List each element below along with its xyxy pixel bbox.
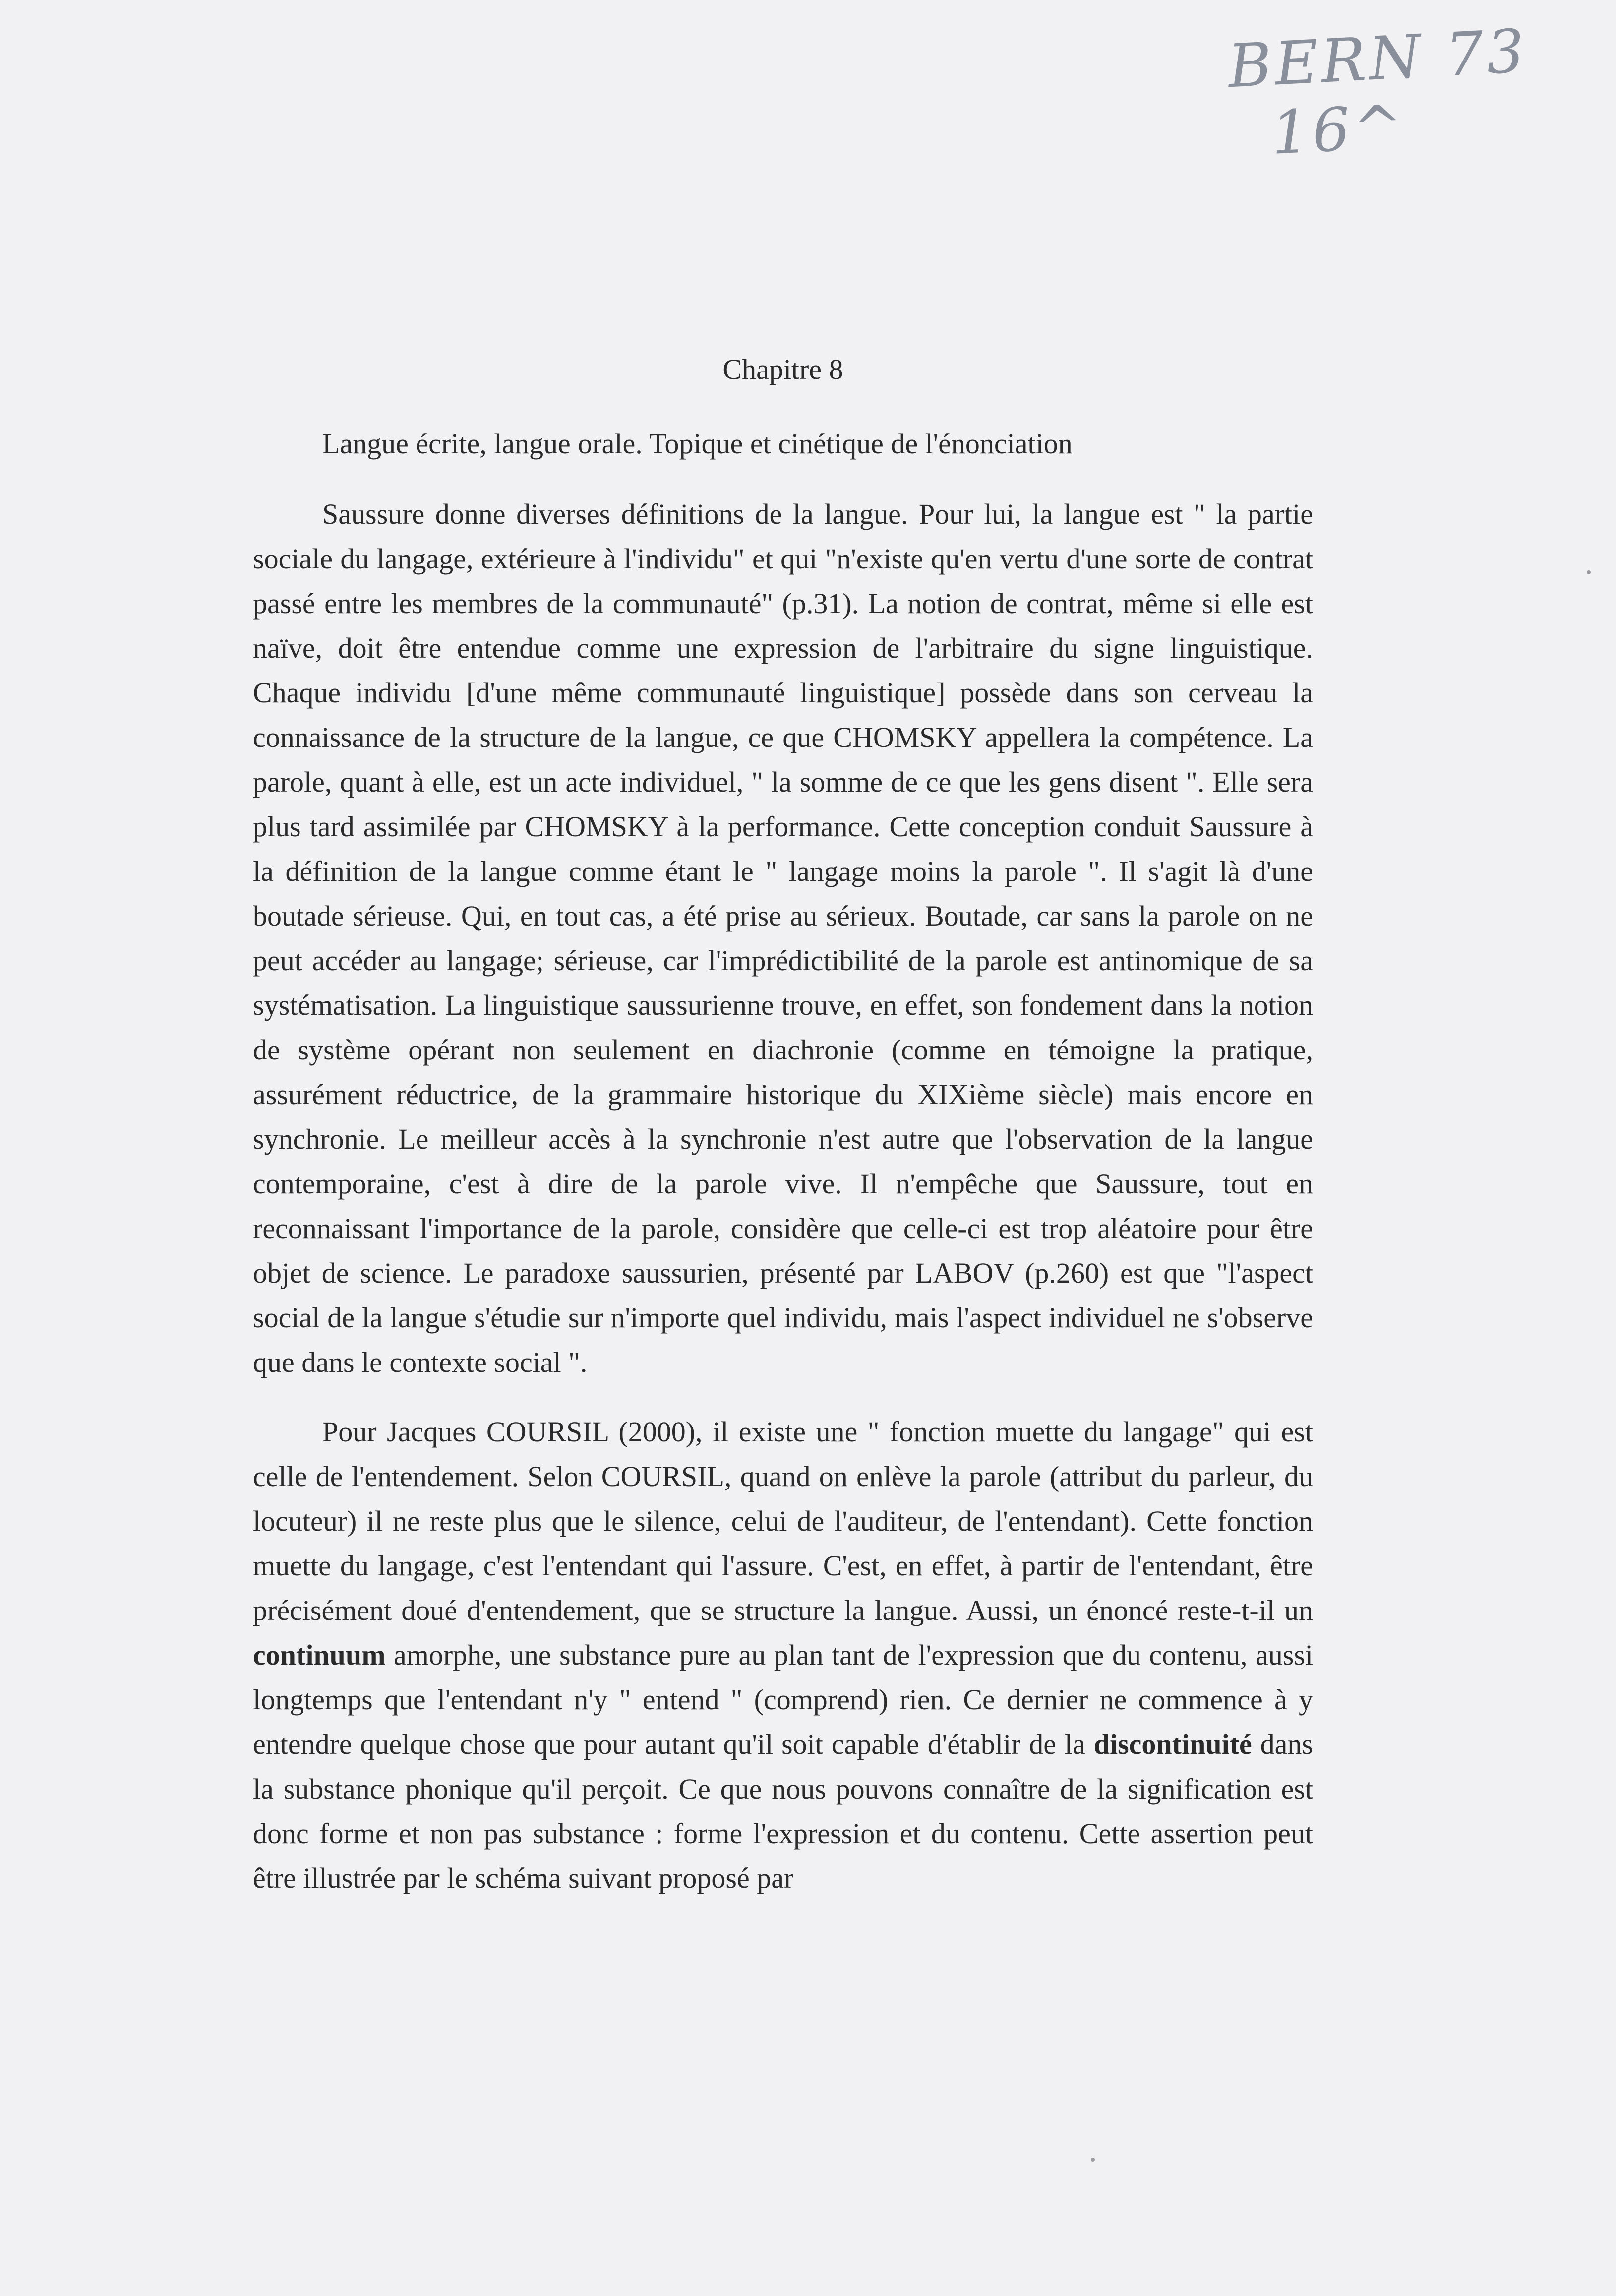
page-mark: 16^ xyxy=(1269,92,1408,169)
bold-term-discontinuite: discontinuité xyxy=(1093,1728,1252,1760)
scan-speck xyxy=(1587,570,1591,574)
document-body xyxy=(253,347,1313,1925)
archive-mark: BERN 73 xyxy=(1226,16,1529,102)
paragraph-2-text-c: dans la substance phonique qu'il perçoit. Ce que nous pouvons connaître de la signification est donc forme et non pas substance : forme l'expression et du contenu. Cette assertion peut être illustrée par le schéma suivant proposé par xyxy=(253,1728,1313,1894)
scan-speck xyxy=(1091,2158,1095,2162)
bold-term-continuum: continuum xyxy=(253,1639,386,1671)
paragraph-2-text-a: Pour Jacques COURSIL (2000), il existe une " fonction muette du langage" qui est celle de l'entendement. Selon COURSIL, quand on enlève la parole (attribut du parleur, du locuteur) il ne reste plus que le silence, celui de l'auditeur, de l'entendant). Cette fonction muette du langage, c'est l'entendant qui l'assure. C'est, en effet, à partir de l'entendant, être précisément doué d'entendement, que se structure la langue. Aussi, un énoncé reste-t-il un xyxy=(253,1416,1313,1626)
paragraph-2-text-b: amorphe, une substance pure au plan tant de l'expression que du contenu, aussi longtemps que l'entendant n'y " entend " (comprend) rien. Ce dernier ne commence à y entendre quelque chose que pour autant qu'il soit capable d'établir de la xyxy=(253,1639,1313,1760)
chapter-subtitle: Langue écrite, langue orale. Topique et cinétique de l'énonciation xyxy=(322,428,1073,460)
chapter-heading: Chapitre 8 xyxy=(722,353,843,385)
handwritten-archive-mark xyxy=(1226,12,1616,170)
paragraph-1: Saussure donne diverses définitions de la langue. Pour lui, la langue est " la partie sociale du langage, extérieure à l'individu" et qui "n'existe qu'en vertu d'une sorte de contrat passé entre les membres de la communauté" (p.31). La notion de contrat, même si elle est naïve, doit être entendue comme une expression de l'arbitraire du signe linguistique. Chaque individu [d'une même communauté linguistique] possède dans son cerveau la connaissance de la structure de la langue, ce que CHOMSKY appellera la compétence. La parole, quant à elle, est un acte individuel, " la somme de ce que les gens disent ". Elle sera plus tard assimilée par CHOMSKY à la performance. Cette conception conduit Saussure à la définition de la langue comme étant le " langage moins la parole ". Il s'agit là d'une boutade sérieuse. Qui, en tout cas, a été prise au sérieux. Boutade, car sans la parole on ne peut accéder au langage; sérieuse, car l'imprédictibilité de la parole est antinomique de sa systématisation. La linguistique saussurienne trouve, en effet, son fondement dans la notion de système opérant non seulement en diachronie (comme en témoigne la pratique, assurément réductrice, de la grammaire historique du XIXième siècle) mais encore en synchronie. Le meilleur accès à la synchronie n'est autre que l'observation de la langue contemporaine, c'est à dire de la parole vive. Il n'empêche que Saussure, tout en reconnaissant l'importance de la parole, considère que celle-ci est trop aléatoire pour être objet de science. Le paradoxe saussurien, présenté par LABOV (p.260) est que "l'aspect social de la langue s'étudie sur n'importe quel individu, mais l'aspect individuel ne s'observe que dans le contexte social ". xyxy=(253,498,1313,1378)
paragraph-2 xyxy=(253,1410,1313,1901)
